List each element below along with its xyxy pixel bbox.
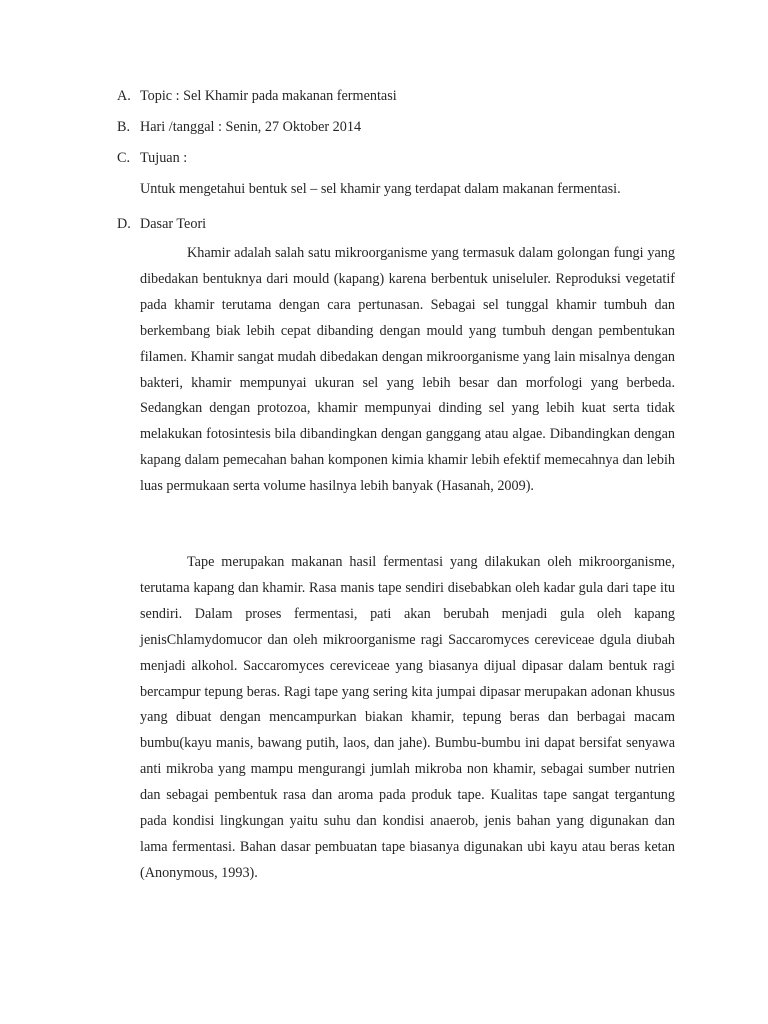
section-d-theory	[117, 216, 206, 233]
section-letter: B.	[117, 119, 131, 135]
section-letter: C.	[117, 150, 131, 166]
objective-text: Untuk mengetahui bentuk sel – sel khamir yang terdapat dalam makanan fermentasi.	[140, 181, 621, 197]
section-text: Hari /tanggal : Senin, 27 Oktober 2014	[140, 119, 362, 135]
theory-paragraph-khamir: Khamir adalah salah satu mikroorganisme yang termasuk dalam golongan fungi yang dibedakan bentuknya dari mould (kapang) karena berbentuk uniseluler. Reproduksi vegetatif pada khamir terutama dengan cara pertunasan. Sebagai sel tunggal khamir tumbuh dan berkembang biak lebih cepat dibanding dengan mould yang tumbuh dengan pembentukan filamen. Khamir sangat mudah dibedakan dengan mikroorganisme yang lain misalnya dengan bakteri, khamir mempunyai ukuran sel yang lebih besar dan morfologi yang berbeda. Sedangkan dengan protozoa, khamir mempunyai dinding sel yang lebih kuat serta tidak melakukan fotosintesis bila dibandingkan dengan ganggang atau algae. Dibandingkan dengan kapang dalam pemecahan bahan komponen kimia khamir lebih efektif memecahnya dan lebih luas permukaan serta volume hasilnya lebih banyak (Hasanah, 2009).	[140, 245, 675, 495]
section-b-date	[117, 119, 361, 136]
section-c-objective	[117, 150, 187, 167]
section-a-topic	[117, 88, 397, 105]
section-text: Topic : Sel Khamir pada makanan fermentasi	[140, 88, 397, 104]
theory-paragraph-tape: Tape merupakan makanan hasil fermentasi yang dilakukan oleh mikroorganisme, terutama kapang dan khamir. Rasa manis tape sendiri disebabkan oleh kadar gula dari tape itu sendiri. Dalam proses fermentasi, pati akan berubah menjadi gula oleh kapang jenisChlamydomucor dan oleh mikroorganisme ragi Saccaromyces cereviceae dgula diubah menjadi alkohol. Saccaromyces cereviceae yang biasanya dijual dipasar dalam bentuk ragi bercampur tepung beras. Ragi tape yang sering kita jumpai dipasar merupakan adonan khusus yang dibuat dengan mencampurkan biakan khamir, tepung beras dan berbagai macam bumbu(kayu manis, bawang putih, laos, dan jahe). Bumbu-bumbu ini dapat bersifat senyawa anti mikroba yang mampu mengurangi jumlah mikroba non khamir, sebagai sumber nutrien dan sebagai pembentuk rasa dan aroma pada produk tape. Kualitas tape sangat tergantung pada kondisi lingkungan yaitu suhu dan kondisi anaerob, jenis bahan yang digunakan dan lama fermentasi. Bahan dasar pembuatan tape biasanya digunakan ubi kayu atau beras ketan (Anonymous, 1993).	[140, 554, 675, 881]
section-text: Tujuan :	[140, 150, 188, 166]
section-text: Dasar Teori	[140, 216, 207, 232]
section-letter: D.	[117, 216, 131, 232]
section-letter: A.	[117, 88, 131, 104]
